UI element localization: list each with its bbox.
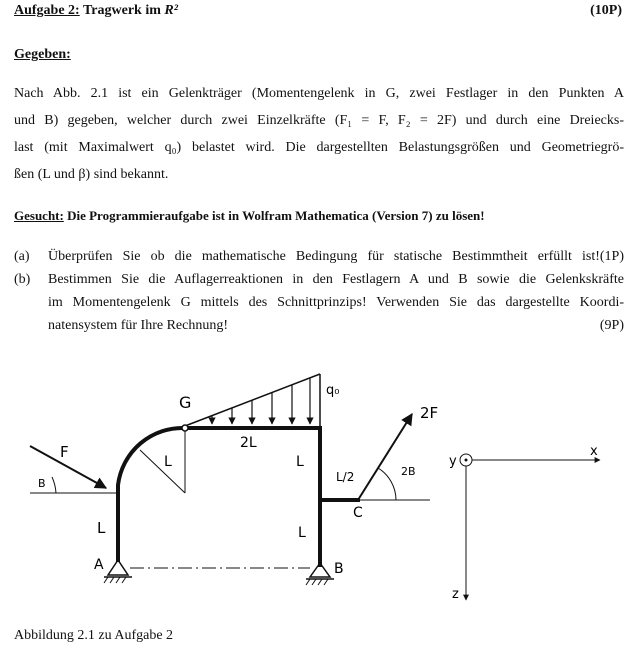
sought-label: Gesucht: <box>14 208 64 223</box>
total-points: (10P) <box>590 3 622 18</box>
item-b-points: (9P) <box>599 318 624 333</box>
item-b-line-3: natensystem für Ihre Rechnung! <box>48 318 228 333</box>
given-line-2: und B) gegeben, welcher durch zwei Einzelkräfte (F₁ = F, F₂ = 2F) und durch eine Dreiecks- <box>14 113 624 128</box>
label-half-l: L/2 <box>336 470 355 484</box>
triangular-load <box>185 374 320 426</box>
label-2l: 2L <box>240 435 257 451</box>
item-a-label: (a) <box>14 249 30 264</box>
task-title-text: Tragwerk im <box>82 3 161 18</box>
frame-beam <box>118 428 358 565</box>
label-x: x <box>590 444 598 459</box>
sought-text: Die Programmieraufgabe ist in Wolfram Mathematica (Version 7) zu lösen! <box>67 208 485 223</box>
sought-line <box>14 208 485 224</box>
item-b <box>14 268 624 340</box>
figure-caption: Abbildung 2.1 zu Aufgabe 2 <box>14 628 174 643</box>
task-label: Aufgabe 2: <box>14 3 80 18</box>
radius-diagonal <box>140 450 185 493</box>
given-heading: Gegeben: <box>14 47 71 62</box>
space-symbol: R² <box>164 3 178 18</box>
given-line-4: ßen (L und β) sind bekannt. <box>14 167 169 182</box>
label-y: y <box>449 454 457 469</box>
given-line-1: Nach Abb. 2.1 ist ein Gelenkträger (Momentengelenk in G, zwei Festlager in den Punkten A <box>14 86 624 101</box>
support-b <box>306 561 334 585</box>
item-b-line-1: Bestimmen Sie die Auflagerreaktionen in den Festlagern A und B sowie die Gelenkskräfte <box>48 272 624 287</box>
label-f: F <box>60 443 69 461</box>
item-a <box>14 245 624 269</box>
label-b: B <box>334 561 344 577</box>
label-c: C <box>353 505 363 521</box>
label-g: G <box>179 393 192 412</box>
label-l-lower: L <box>298 525 306 541</box>
force-2f-arrow <box>358 414 412 500</box>
coordinate-system <box>460 454 600 600</box>
label-beta: B <box>38 477 46 490</box>
item-b-label: (b) <box>14 272 31 287</box>
given-line-3: last (mit Maximalwert q₀) belastet wird. Die dargestellten Belastungsgrößen und Geometriegrö- <box>14 140 624 155</box>
label-2f: 2F <box>420 404 439 422</box>
beta-arc <box>52 477 56 493</box>
task-title <box>14 3 178 19</box>
item-a-text <box>48 245 624 268</box>
given-paragraph <box>14 80 624 188</box>
item-b-text <box>48 268 624 337</box>
label-l-radius: L <box>164 454 172 470</box>
label-l-left: L <box>97 519 106 537</box>
two-beta-arc <box>378 468 396 500</box>
structure-figure <box>0 350 636 620</box>
item-a-line-1: Überprüfen Sie ob die mathematische Bedingung für statische Bestimmtheit erfüllt ist!(1P) <box>48 249 624 264</box>
label-2beta: 2B <box>401 465 416 478</box>
label-l-middle: L <box>296 454 304 470</box>
item-b-line-2: im Momentengelenk G mittels des Schnittprinzips! Verwenden Sie das dargestellte Koordi- <box>48 295 624 310</box>
support-a <box>104 558 132 583</box>
label-q0: q₀ <box>326 383 340 398</box>
label-z: z <box>452 587 459 602</box>
label-a: A <box>94 557 104 573</box>
hinge-g-marker <box>182 425 188 431</box>
